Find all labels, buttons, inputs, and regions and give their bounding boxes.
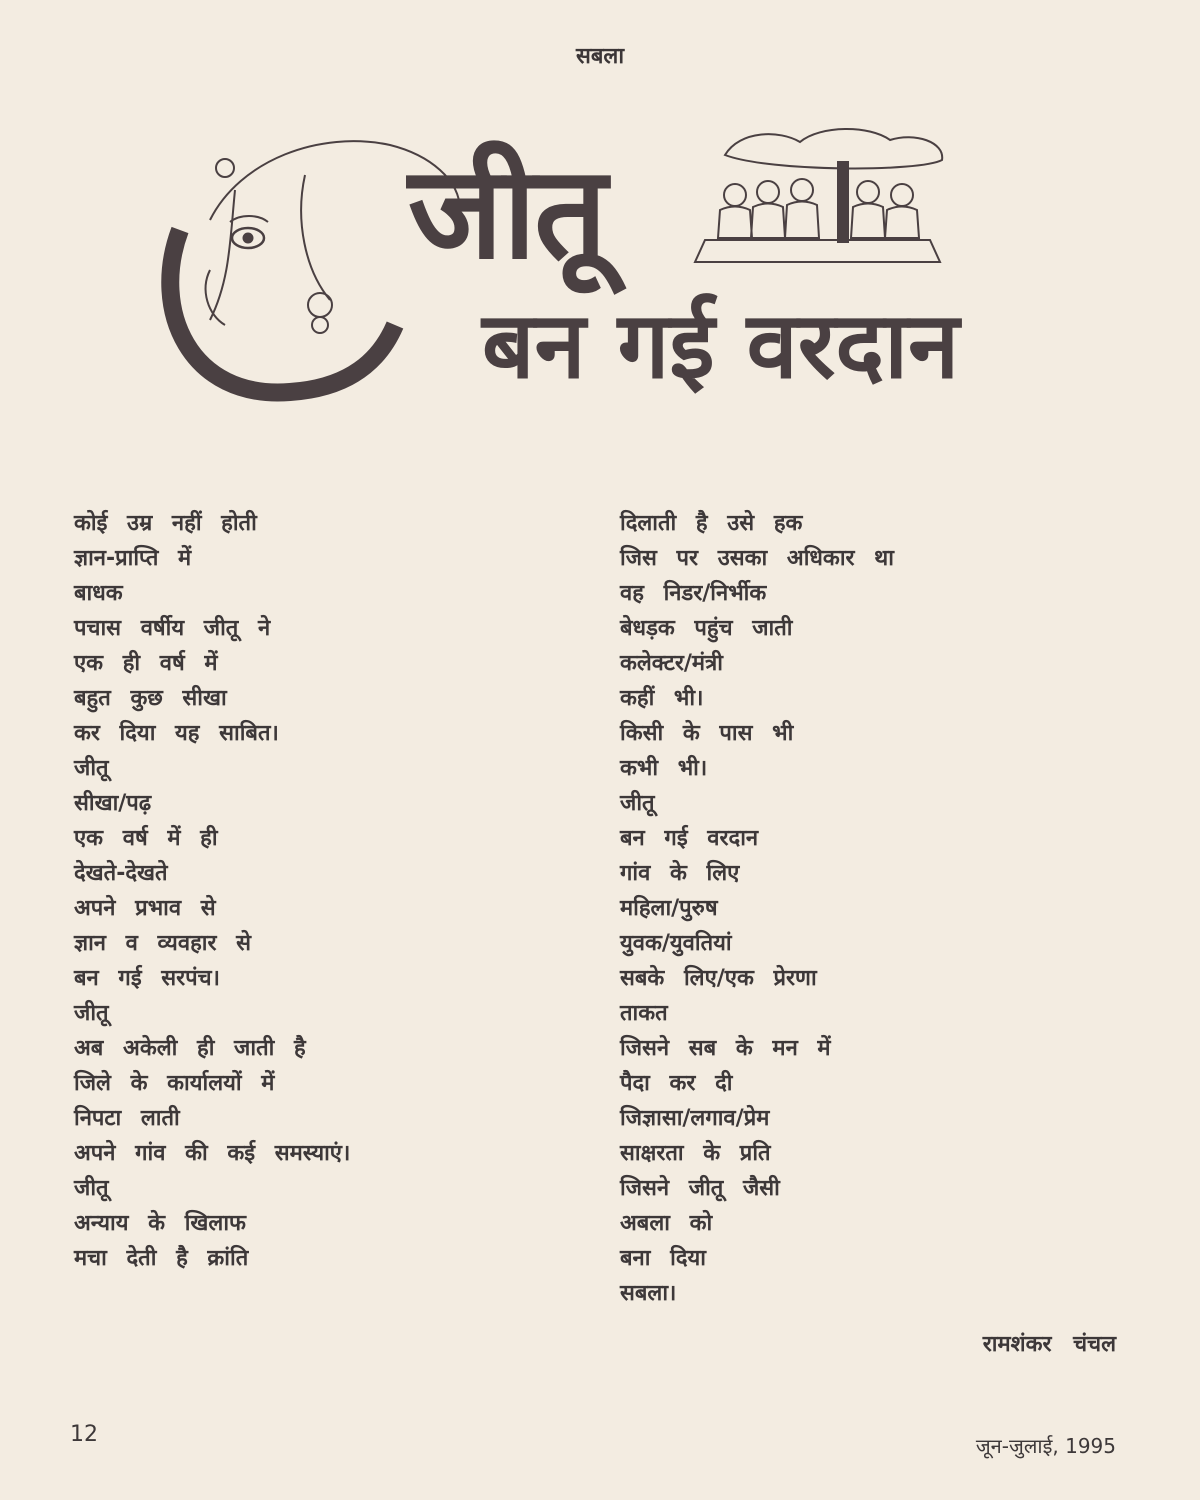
- poem-line: एक वर्ष में ही: [74, 826, 218, 851]
- poem-line: सबला।: [620, 1281, 677, 1306]
- poem-line: जिसने जीतू जैसी: [620, 1176, 780, 1201]
- poem-line: जीतू: [74, 1001, 109, 1026]
- poem-line: कर दिया यह साबित।: [74, 721, 279, 746]
- village-tree-illustration: [695, 129, 942, 262]
- poem-line: कोई उम्र नहीं होती: [74, 511, 257, 536]
- poem-line: ज्ञान-प्राप्ति में: [74, 546, 192, 571]
- poem-line: अन्याय के खिलाफ: [74, 1211, 247, 1236]
- poem-line: बन गई वरदान: [620, 826, 759, 851]
- poem-right-column: [620, 506, 1120, 1311]
- running-head: सबला: [575, 44, 625, 69]
- poem-line: बाधक: [74, 581, 123, 606]
- poem-line: पचास वर्षीय जीतू ने: [74, 616, 271, 641]
- poem-line: जिस पर उसका अधिकार था: [620, 546, 894, 571]
- poem-line: अब अकेली ही जाती है: [74, 1036, 306, 1061]
- poem-left-column: [74, 506, 574, 1276]
- poem-line: देखते-देखते: [74, 861, 168, 886]
- poem-line: महिला/पुरुष: [620, 896, 718, 921]
- poem-line: जीतू: [620, 791, 655, 816]
- page-number: 12: [70, 1422, 98, 1447]
- poem-line: कभी भी।: [620, 756, 708, 781]
- poem-line: पैदा कर दी: [620, 1071, 733, 1096]
- author-name: रामशंकर चंचल: [982, 1332, 1116, 1357]
- poem-line: जिले के कार्यालयों में: [74, 1071, 275, 1096]
- issue-date: जून-जुलाई, 1995: [975, 1434, 1116, 1458]
- poem-line: मचा देती है क्रांति: [74, 1246, 249, 1271]
- poem-line: जिसने सब के मन में: [620, 1036, 831, 1061]
- poem-line: सबके लिए/एक प्रेरणा: [620, 966, 817, 991]
- poem-line: बना दिया: [620, 1246, 706, 1271]
- poem-line: ताकत: [620, 1001, 668, 1026]
- poem-line: अपने गांव की कई समस्याएं।: [74, 1141, 351, 1166]
- poem-line: अबला को: [620, 1211, 713, 1236]
- poem-line: जीतू: [74, 756, 109, 781]
- poem-line: दिलाती है उसे हक: [620, 511, 803, 536]
- poem-line: युवक/युवतियां: [620, 931, 732, 956]
- poem-line: वह निडर/निर्भीक: [620, 581, 767, 606]
- poem-line: बन गई सरपंच।: [74, 966, 220, 991]
- poem-line: जीतू: [74, 1176, 109, 1201]
- poem-line: निपटा लाती: [74, 1106, 180, 1131]
- title-line-2: बन गई वरदान: [482, 292, 960, 399]
- poem-line: बहुत कुछ सीखा: [74, 686, 227, 711]
- poem-line: अपने प्रभाव से: [74, 896, 216, 921]
- poem-line: कलेक्टर/मंत्री: [620, 651, 723, 676]
- poem-line: जिज्ञासा/लगाव/प्रेम: [620, 1106, 770, 1131]
- poem-line: गांव के लिए: [620, 861, 740, 886]
- poem-line: कहीं भी।: [620, 686, 704, 711]
- title-line-1: जीतू: [408, 139, 606, 288]
- poem-line: साक्षरता के प्रति: [620, 1141, 771, 1166]
- poem-line: किसी के पास भी: [620, 721, 794, 746]
- poem-line: सीखा/पढ़: [74, 791, 152, 816]
- poem-line: बेधड़क पहुंच जाती: [620, 616, 793, 641]
- poem-line: ज्ञान व व्यवहार से: [74, 931, 251, 956]
- poem-line: एक ही वर्ष में: [74, 651, 218, 676]
